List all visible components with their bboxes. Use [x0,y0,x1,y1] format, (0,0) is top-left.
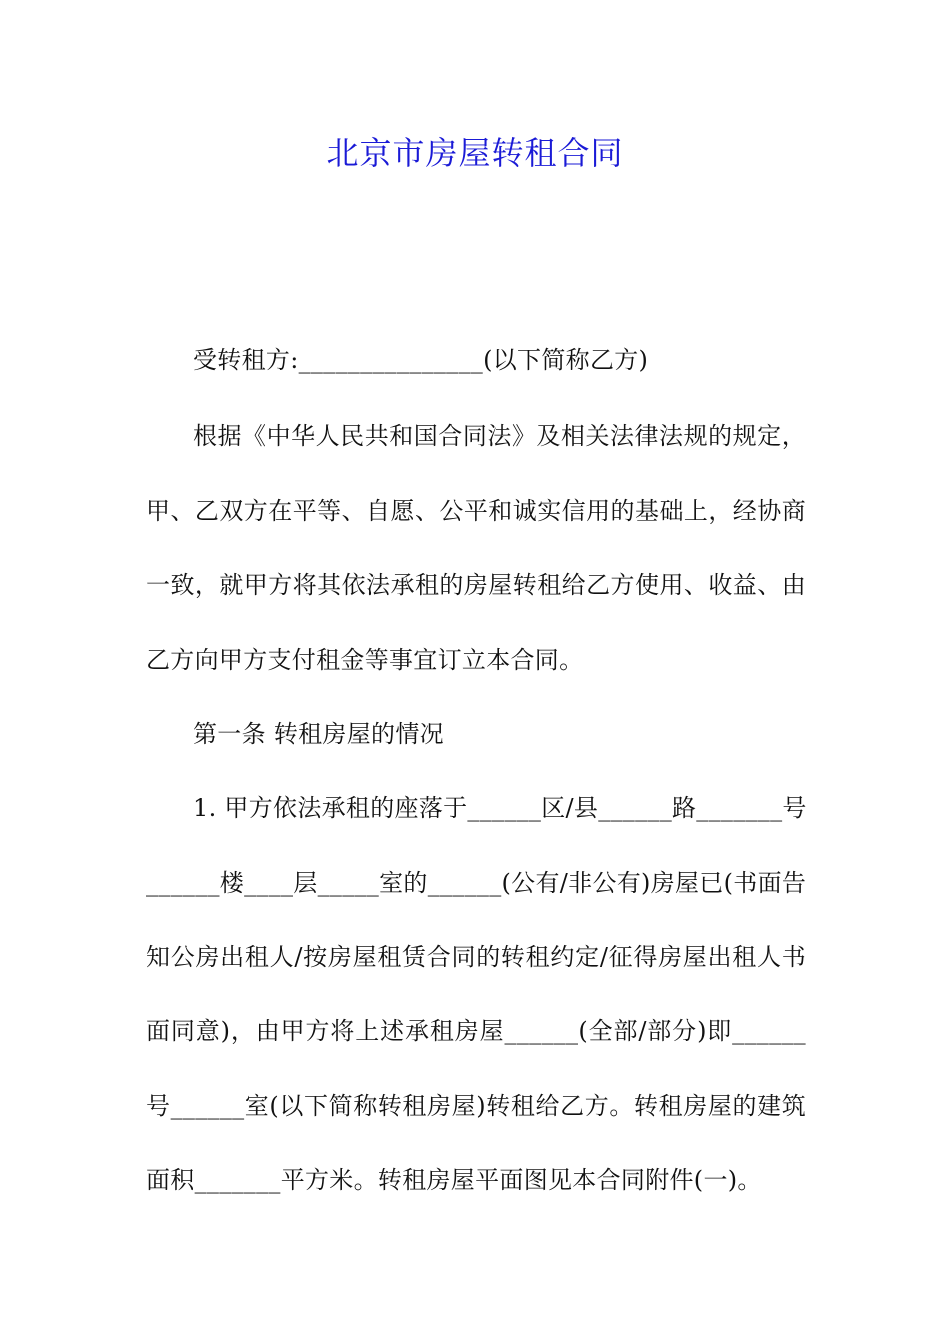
paragraph-line: 甲、乙双方在平等、自愿、公平和诚实信用的基础上，经协商 [146,497,806,525]
sublessee-line: 受转租方:_______________(以下简称乙方) [193,346,649,374]
clause-line: 面同意)，由甲方将上述承租房屋______(全部/部分)即______ [146,1017,806,1045]
clause-line: ______楼____层_____室的______(公有/非公有)房屋已(书面告 [146,869,807,897]
paragraph-line: 乙方向甲方支付租金等事宜订立本合同。 [146,646,584,674]
clause-line: 1. 甲方依法承租的座落于______区/县______路_______号 [193,794,807,822]
clause-line: 知公房出租人/按房屋租赁合同的转租约定/征得房屋出租人书 [146,943,806,971]
clause-line: 面积_______平方米。转租房屋平面图见本合同附件(一)。 [146,1166,762,1194]
paragraph-line: 一致，就甲方将其依法承租的房屋转租给乙方使用、收益、由 [146,571,806,599]
clause-line: 号______室(以下简称转租房屋)转租给乙方。转租房屋的建筑 [146,1092,806,1120]
article-heading: 第一条 转租房屋的情况 [193,720,444,748]
document-title: 北京市房屋转租合同 [326,134,624,172]
paragraph-line: 根据《中华人民共和国合同法》及相关法律法规的规定， [193,422,806,450]
